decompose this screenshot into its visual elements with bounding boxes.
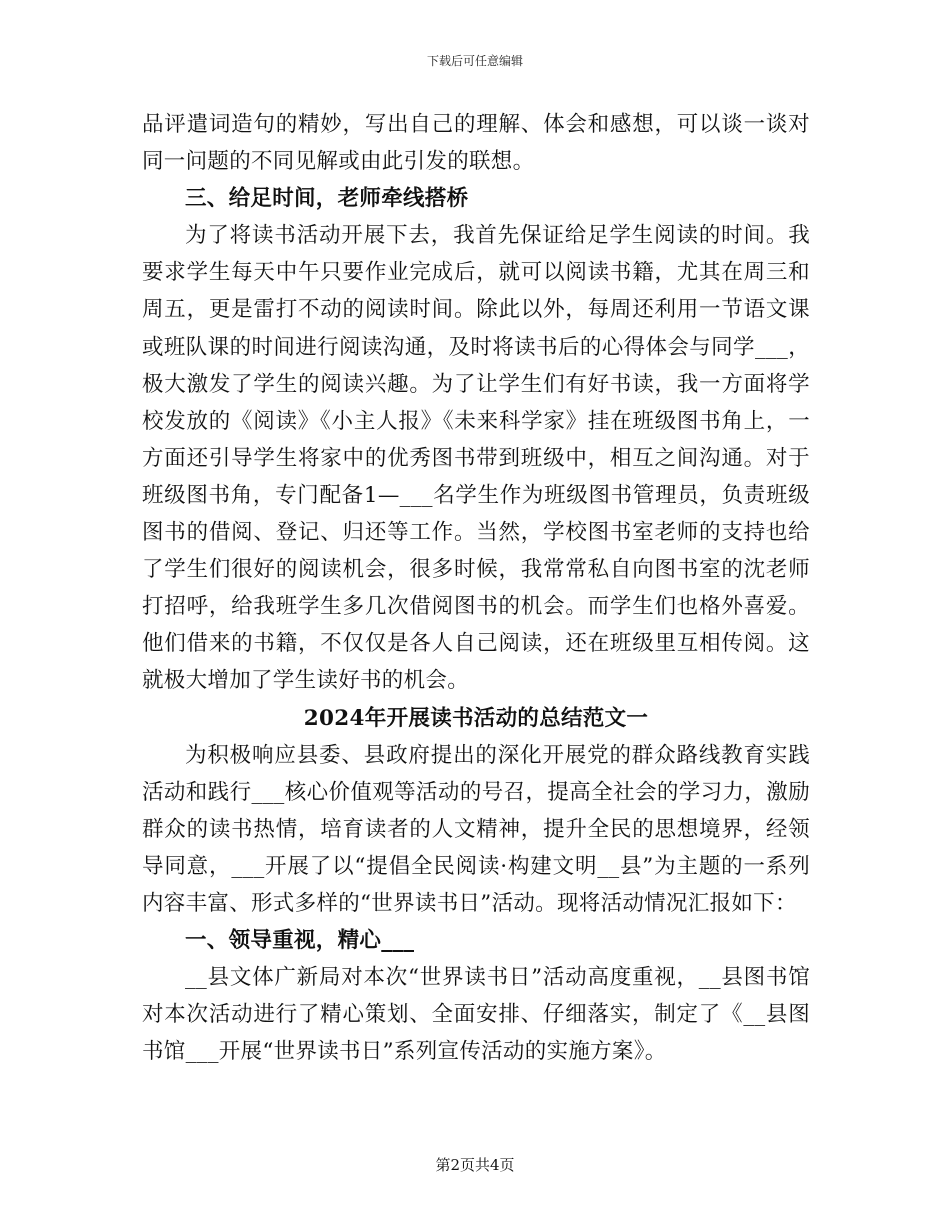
paragraph-continued: 品评遣词造句的精妙，写出自己的理解、体会和感想，可以谈一谈对同一问题的不同见解或由此引发的联想。 [142,112,810,175]
paragraph-leadership: __县文体广新局对本次“世界读书日”活动高度重视，__县图书馆对本次活动进行了精心策划、全面安排、仔细落实，制定了《__县图书馆___开展“世界读书日”系列宣传活动的实施方案》。 [142,965,810,1065]
document-body [142,106,810,1070]
section-heading-one: 一、领导重视，精心___ [185,928,415,954]
paragraph-reading-time: 为了将读书活动开展下去，我首先保证给足学生阅读的时间。我要求学生每天中午只要作业完成后，就可以阅读书籍，尤其在周三和周五，更是雷打不动的阅读时间。除此以外，每周还利用一节语文课或班队课的时间进行阅读沟通，及时将读书后的心得体会与同学___，极大激发了学生的阅读兴趣。为了让学生们有好书读，我一方面将学校发放的《阅读》《小主人报》《未来科学家》挂在班级图书角上，一方面还引导学生将家中的优秀图书带到班级中，相互之间沟通。对于班级图书角，专门配备1—___名学生作为班级图书管理员，负责班级图书的借阅、登记、归还等工作。当然，学校图书室老师的支持也给了学生们很好的阅读机会，很多时候，我常常私自向图书室的沈老师打招呼，给我班学生多几次借阅图书的机会。而学生们也格外喜爱。他们借来的书籍，不仅仅是各人自己阅读，还在班级里互相传阅。这就极大增加了学生读好书的机会。 [142,223,810,694]
page-header: 下载后可任意编辑 [426,54,523,68]
section-heading-three: 三、给足时间，老师牵线搭桥 [185,186,469,212]
paragraph-introduction: 为积极响应县委、县政府提出的深化开展党的群众路线教育实践活动和践行___核心价值观等活动的号召，提高全社会的学习力，激励群众的读书热情，培育读者的人文精神，提升全民的思想境界，经领导同意，___开展了以“提倡全民阅读·构建文明__县”为主题的一系列内容丰富、形式多样的“世界读书日”活动。现将活动情况汇报如下： [142,742,810,916]
document-title: 2024年开展读书活动的总结范文一 [303,705,649,731]
page-number: 第2页共4页 [435,1156,515,1174]
